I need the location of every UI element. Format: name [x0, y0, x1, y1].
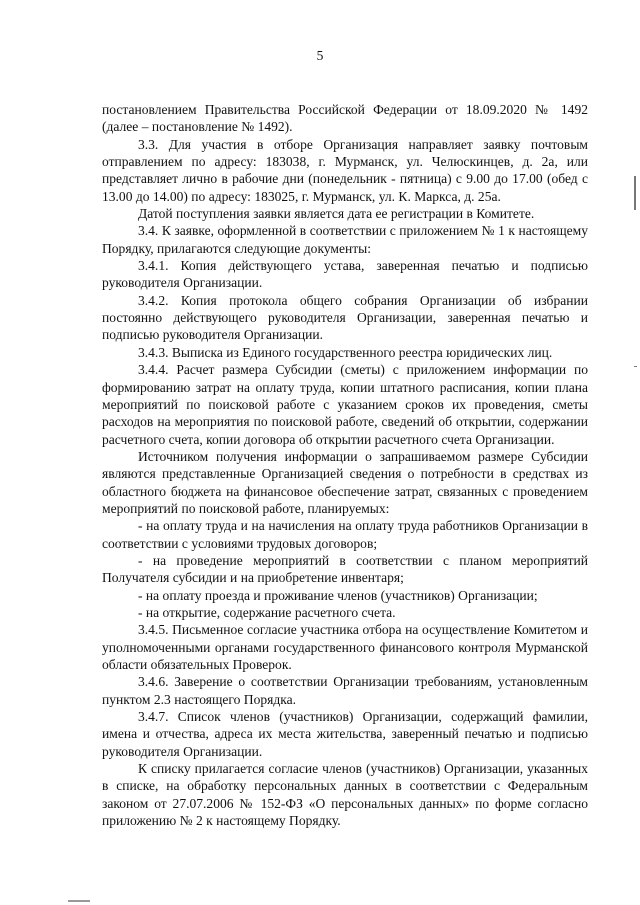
- list-item-labor: - на оплату труда и на начисления на оплату труда работников Организации в соответствии с условиями трудовых договоров;: [102, 518, 588, 551]
- paragraph-3-4: 3.4. К заявке, оформленной в соответствии с приложением № 1 к настоящему Порядку, прилагаются следующие документы:: [102, 223, 588, 256]
- scan-artifact-middle: [634, 366, 637, 367]
- paragraph-3-4-2: 3.4.2. Копия протокола общего собрания Организации об избрании постоянно действующего руководителя Организации, заверенная печатью и подписью руководителя Организации.: [102, 292, 588, 343]
- list-item-events: - на проведение мероприятий в соответствии с планом мероприятий Получателя субсидии и на приобретение инвентаря;: [102, 552, 588, 586]
- document-body: [102, 101, 588, 829]
- paragraph-information-source: Источником получения информации о запрашиваемом размере Субсидии являются представленные Организацией сведения о потребности в средствах из областного бюджета на финансовое обеспечение затрат, связанных с проведением мероприятий по поисковой работе, планируемых:: [102, 448, 588, 516]
- scan-artifact-bottom: [68, 900, 90, 902]
- paragraph-3-4-7: 3.4.7. Список членов (участников) Организации, содержащий фамилии, имена и отчества, адреса их места жительства, заверенный печатью и подписью руководителя Организации.: [102, 709, 588, 759]
- scan-artifact-top: [634, 176, 636, 210]
- paragraph-3-4-4: 3.4.4. Расчет размера Субсидии (сметы) с приложением информации по формированию затрат на оплату труда, копии штатного расписания, копии плана мероприятий по поисковой работе с указанием сроков их проведения, сметы расходов на мероприятия по поисковой работе, сведений об открытии, содержании расчетного счета, копии договора об открытии расчетного счета Организации.: [102, 362, 588, 447]
- list-item-account: - на открытие, содержание расчетного счета.: [138, 604, 396, 620]
- list-item-travel: - на оплату проезда и проживание членов (участников) Организации;: [138, 587, 538, 603]
- paragraph-3-4-3: 3.4.3. Выписка из Единого государственного реестра юридических лиц.: [138, 344, 553, 360]
- paragraph-receipt-date: Датой поступления заявки является дата ее регистрации в Комитете.: [138, 206, 535, 222]
- paragraph-consent: К списку прилагается согласие членов (участников) Организации, указанных в списке, на обработку персональных данных в соответствии с Федеральным законом от 27.07.2006 № 152-ФЗ «О персональных данных» по форме согласно приложению № 2 к настоящему Порядку.: [102, 761, 588, 829]
- paragraph-3-4-6: 3.4.6. Заверение о соответствии Организации требованиям, установленным пунктом 2.3 настоящего Порядка.: [102, 674, 588, 707]
- paragraph-continuation: постановлением Правительства Российской Федерации от 18.09.2020 № 1492 (далее – постановление № 1492).: [102, 102, 588, 135]
- page-number: 5: [316, 48, 324, 63]
- paragraph-3-3: 3.3. Для участия в отборе Организация направляет заявку почтовым отправлением по адресу: 183038, г. Мурманск, ул. Челюскинцев, д. 2а, или представляет лично в рабочие дни (понедельник - пятница) с 9.00 до 17.00 (обед с 13.00 до 14.00) по адресу: 183025, г. Мурманск, ул. К. Маркса, д. 25а.: [102, 136, 588, 204]
- paragraph-3-4-5: 3.4.5. Письменное согласие участника отбора на осуществление Комитетом и уполномоченными органами государственного финансового контроля Мурманской области обязательных Проверок.: [102, 622, 588, 672]
- paragraph-3-4-1: 3.4.1. Копия действующего устава, заверенная печатью и подписью руководителя Организации.: [102, 258, 588, 291]
